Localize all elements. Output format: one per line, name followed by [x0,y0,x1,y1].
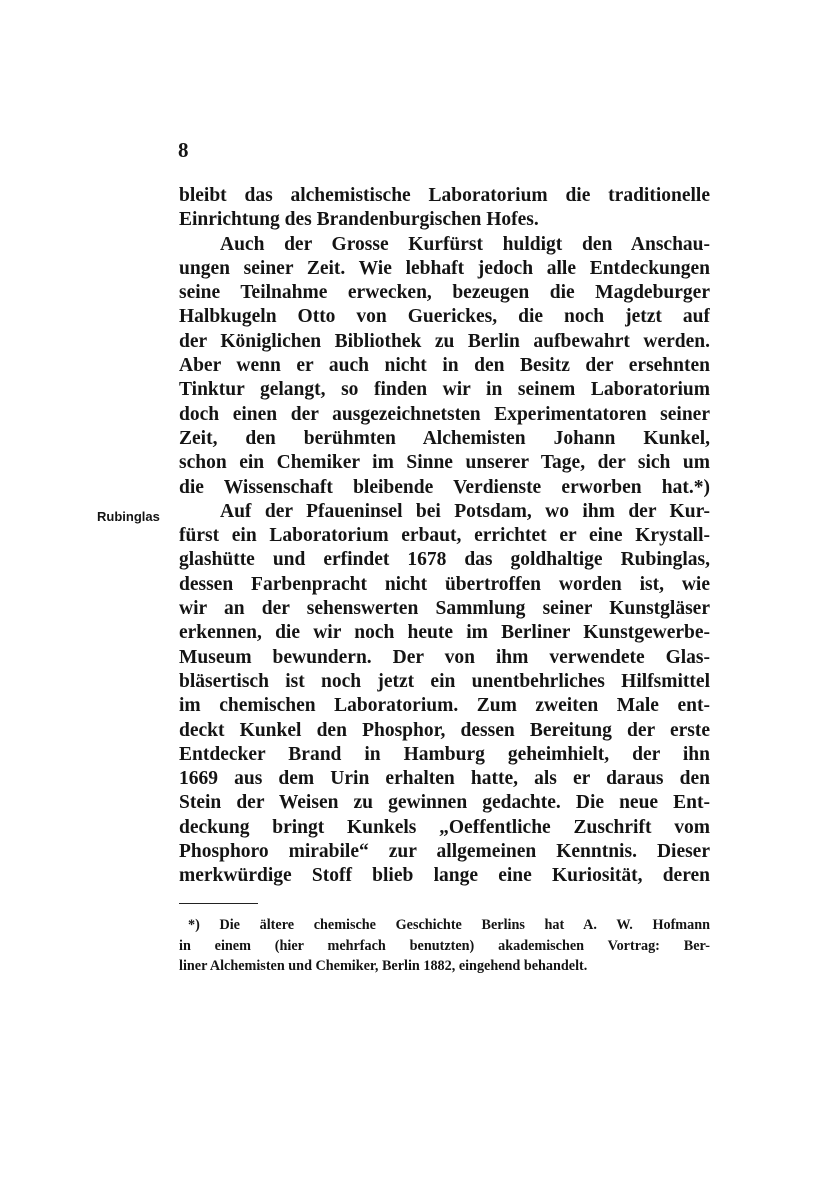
body-text [179,184,710,889]
text-line: Museum bewundern. Der von ihm verwendete Glas- [179,646,710,668]
footnote [179,915,710,977]
text-line: deckt Kunkel den Phosphor, dessen Bereitung der erste [179,719,710,741]
text-line: Phosphoro mirabile“ zur allgemeinen Kenntnis. Dieser [179,841,710,863]
text-line: wir an der sehenswerten Sammlung seiner Kunstgläser [179,598,710,620]
text-line: Stein der Weisen zu gewinnen gedachte. Die neue Ent- [179,792,710,814]
text-line: fürst ein Laboratorium erbaut, errichtet er eine Krystall- [179,525,710,547]
text-line: glashütte und erfindet 1678 das goldhaltige Rubinglas, [179,549,710,571]
text-line: Halbkugeln Otto von Guerickes, die noch jetzt auf [179,306,710,328]
footnote-line: *) Die ältere chemische Geschichte Berlins hat A. W. Hofmann [188,917,710,933]
text-line: Aber wenn er auch nicht in den Besitz der ersehnten [179,355,710,377]
text-line: 1669 aus dem Urin erhalten hatte, als er daraus den [179,768,710,790]
text-line: merkwürdige Stoff blieb lange eine Kuriosität, deren [179,865,710,887]
footnote-line: in einem (hier mehrfach benutzten) akademischen Vortrag: Ber- [179,937,710,954]
text-line: bläsertisch ist noch jetzt ein unentbehrliches Hilfsmittel [179,670,710,692]
text-line: Auch der Grosse Kurfürst huldigt den Anschau- [220,233,710,255]
text-line: ungen seiner Zeit. Wie lebhaft jedoch alle Entdeckungen [179,257,710,279]
text-line: deckung bringt Kunkels „Oeffentliche Zuschrift vom [179,816,710,838]
text-line: seine Teilnahme erwecken, bezeugen die Magdeburger [179,282,710,304]
text-line: schon ein Chemiker im Sinne unserer Tage, der sich um [179,452,710,474]
text-line: erkennen, die wir noch heute im Berliner Kunstgewerbe- [179,622,710,644]
page-number: 8 [178,138,189,162]
text-line: Einrichtung des Brandenburgischen Hofes. [179,209,539,231]
text-line: im chemischen Laboratorium. Zum zweiten Male ent- [179,695,710,717]
text-line: die Wissenschaft bleibende Verdienste erworben hat.*) [179,476,710,498]
text-line: Zeit, den berühmten Alchemisten Johann Kunkel, [179,427,710,449]
text-line: Auf der Pfaueninsel bei Potsdam, wo ihm der Kur- [220,500,710,522]
footnote-line: liner Alchemisten und Chemiker, Berlin 1882, eingehend behandelt. [179,958,588,974]
text-line: Tinktur gelangt, so finden wir in seinem Laboratorium [179,379,710,401]
text-line: bleibt das alchemistische Laboratorium die traditionelle [179,185,710,206]
margin-note-rubinglas: Rubinglas [97,509,160,524]
text-line: Entdecker Brand in Hamburg geheimhielt, der ihn [179,743,710,765]
text-line: doch einen der ausgezeichnetsten Experimentatoren seiner [179,403,710,425]
footnote-divider [179,903,258,904]
text-line: der Königlichen Bibliothek zu Berlin aufbewahrt werden. [179,330,710,352]
text-line: dessen Farbenpracht nicht übertroffen worden ist, wie [179,573,710,595]
